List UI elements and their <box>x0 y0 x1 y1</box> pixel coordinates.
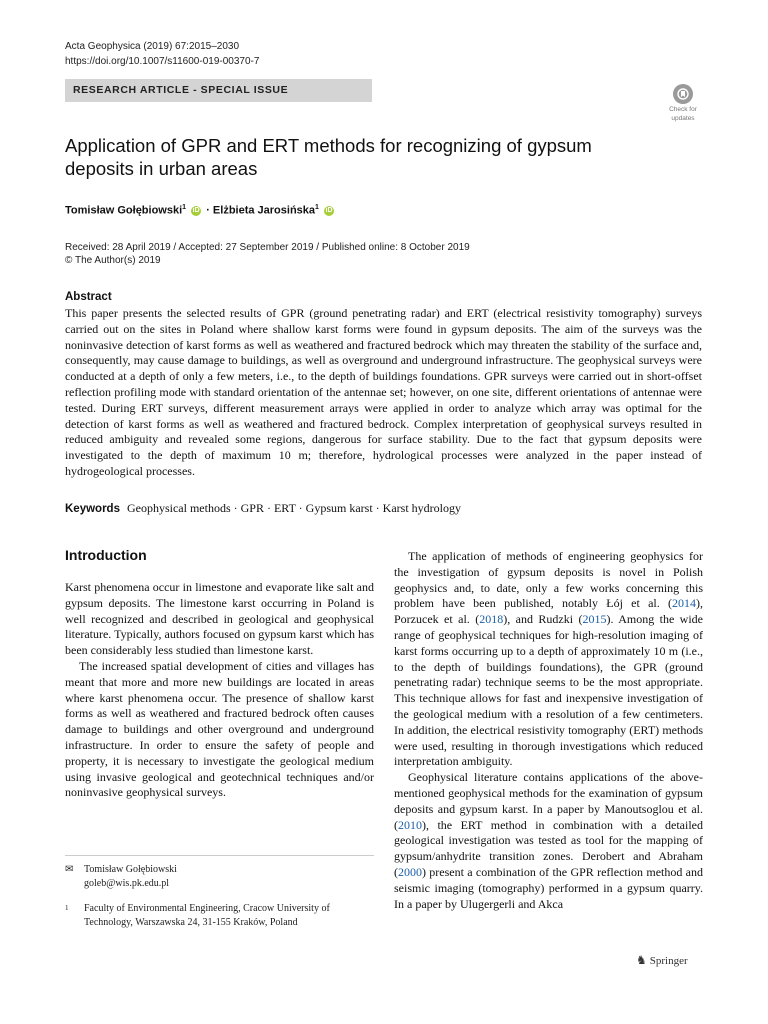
updates-label: updates <box>671 115 695 122</box>
affiliation-text: Faculty of Environmental Engineering, Cracow University of Technology, Warszawska 24, 31-155 Kraków, Poland <box>84 903 330 928</box>
journal-citation: Acta Geophysica (2019) 67:2015–2030 <box>65 41 240 52</box>
paragraph: Karst phenomena occur in limestone and evaporate like salt and gypsum deposits. The limestone karst occurring in Poland is well recognized and described in geological and geophysical literature. Typically, authors focused on gypsum karst which has been considerably less studied than limestone karst. <box>65 580 374 658</box>
doi-link[interactable]: https://doi.org/10.1007/s11600-019-00370-7 <box>65 56 260 67</box>
citation-link[interactable]: 2015 <box>582 612 607 627</box>
article-history <box>65 241 470 267</box>
citation-link[interactable]: 2010 <box>398 817 422 832</box>
author-name[interactable]: Tomisław Gołębiowski <box>65 204 183 217</box>
citation-link[interactable]: 2018 <box>479 612 504 627</box>
corresponding-author-name: Tomisław Gołębiowski <box>84 864 177 875</box>
author-name[interactable]: Elżbieta Jarosińska <box>212 204 316 217</box>
text-run: The application of methods of engineering geophysics for the investigation of gypsum deposits is novel in Polish geophysics and, to date, only a few works concerning this problem have been published, notably Łój et al. ( <box>394 549 703 611</box>
citation-link[interactable]: 2000 <box>398 864 422 879</box>
publication-dates: Received: 28 April 2019 / Accepted: 27 September 2019 / Published online: 8 October 2019 <box>65 242 470 253</box>
horse-icon: ♞ <box>636 953 647 967</box>
text-run: ), Porzucek et al. ( <box>394 596 703 627</box>
orcid-icon[interactable]: iD <box>325 206 333 214</box>
paragraph <box>394 770 703 912</box>
text-run: ), the ERT method in combination with a detailed geological investigation was tested as tool for the mapping of gypsum/anhydrite transition zones. Derobert and Abraham ( <box>394 817 703 879</box>
envelope-icon: ✉ <box>65 864 74 875</box>
affiliation-mark: 1 <box>182 204 187 211</box>
keywords-list: Geophysical methods · GPR · ERT · Gypsum karst · Karst hydrology <box>126 501 461 515</box>
publisher-name: Springer <box>649 955 688 967</box>
right-column <box>394 549 703 912</box>
publisher-logo <box>636 953 688 968</box>
check-for-updates-badge[interactable] <box>664 84 702 124</box>
footnote-divider <box>65 855 374 856</box>
copyright-notice: © The Author(s) 2019 <box>65 255 161 266</box>
paragraph <box>394 549 703 770</box>
citation-link[interactable]: 2014 <box>672 596 696 611</box>
article-title: Application of GPR and ERT methods for recognizing of gypsum deposits in urban areas <box>65 135 592 179</box>
affiliation-mark: 1 <box>315 204 319 211</box>
text-run: Geophysical literature contains applications of the above-mentioned geophysical methods for the examination of gypsum deposits and gypsum karst. In a paper by Manoutsoglou et al. ( <box>394 770 703 832</box>
check-for-label: Check for <box>669 106 697 113</box>
left-column <box>65 580 374 801</box>
author-list <box>65 204 336 217</box>
author-separator: · <box>206 204 210 217</box>
abstract-heading: Abstract <box>65 291 112 303</box>
corresponding-author <box>84 863 177 890</box>
section-heading-introduction: Introduction <box>65 547 147 563</box>
affiliation-mark: 1 <box>65 904 69 912</box>
text-run: ), and Rudzki ( <box>503 612 583 627</box>
text-run: ). Among the wide range of geophysical techniques for high-resolution imaging of karst forms occurring up to a depth of approximately 10 m (i.e., to the depth of buildings foundations), the GPR (ground penetrating radar) technique seems to be the most appropriate. This technique allows for fast and inexpensive investigation of the geological medium with a resolution of a few centimeters. In addition, the electrical resistivity tomography (ERT) methods were used, resulting in thorough investigations which reduced interpretation ambiguity. <box>394 612 704 769</box>
article-type-banner: RESEARCH ARTICLE - SPECIAL ISSUE <box>65 79 372 102</box>
keywords-label: Keywords <box>65 503 120 515</box>
paragraph: The increased spatial development of cities and villages has meant that more and more new buildings are located in areas where karst phenomena occur. The presence of shallow karst forms as well as weathered and fractured bedrock often causes damage to buildings and other overground and underground infrastructure. In order to ensure the safety of people and property, it is necessary to investigate the geological medium using invasive geological and geotechnical techniques and/or noninvasive geophysical surveys. <box>65 658 374 800</box>
bookmark-circle-icon <box>673 84 693 104</box>
abstract-text: This paper presents the selected results of GPR (ground penetrating radar) and ERT (electrical resistivity tomography) surveys carried out on the sites in Poland where shallow karst forms were found in gypsum deposits. The aim of the surveys was the noninvasive detection of karst forms as well as weathered and fractured bedrock which may threaten the stability of the surface and, consequently, may cause damage to buildings, as well as overground and underground infrastructure. The geophysical surveys were conducted at a depth of only a few meters, i.e., to the depth of buildings foundations. GPR surveys were carried out in short-offset reflection profiling mode with standard orientation of the antennae set; however, on one site, different orientations of antennae were tested. During ERT surveys, different measurement arrays were applied in order to analyze which array was optimal for the detection of karst forms as well as weathered and fractured bedrock. Complex interpretation of geophysical surveys resulted in reduced ambiguity and revealed some regions, dangerous for surface stability. Due to the fact that gypsum deposits were investigated to the depth of maximum 10 m; therefore, hydrological processes were analyzed in the paper instead of hydrogeological processes. <box>65 306 702 478</box>
orcid-icon[interactable]: iD <box>192 206 200 214</box>
text-run: ) present a combination of the GPR reflection method and seismic imaging (tomography) performed in a gypsum quarry. In a paper by Ulugergerli and Akca <box>394 864 703 911</box>
corresponding-author-email[interactable]: goleb@wis.pk.edu.pl <box>84 877 170 889</box>
keywords <box>65 501 461 516</box>
